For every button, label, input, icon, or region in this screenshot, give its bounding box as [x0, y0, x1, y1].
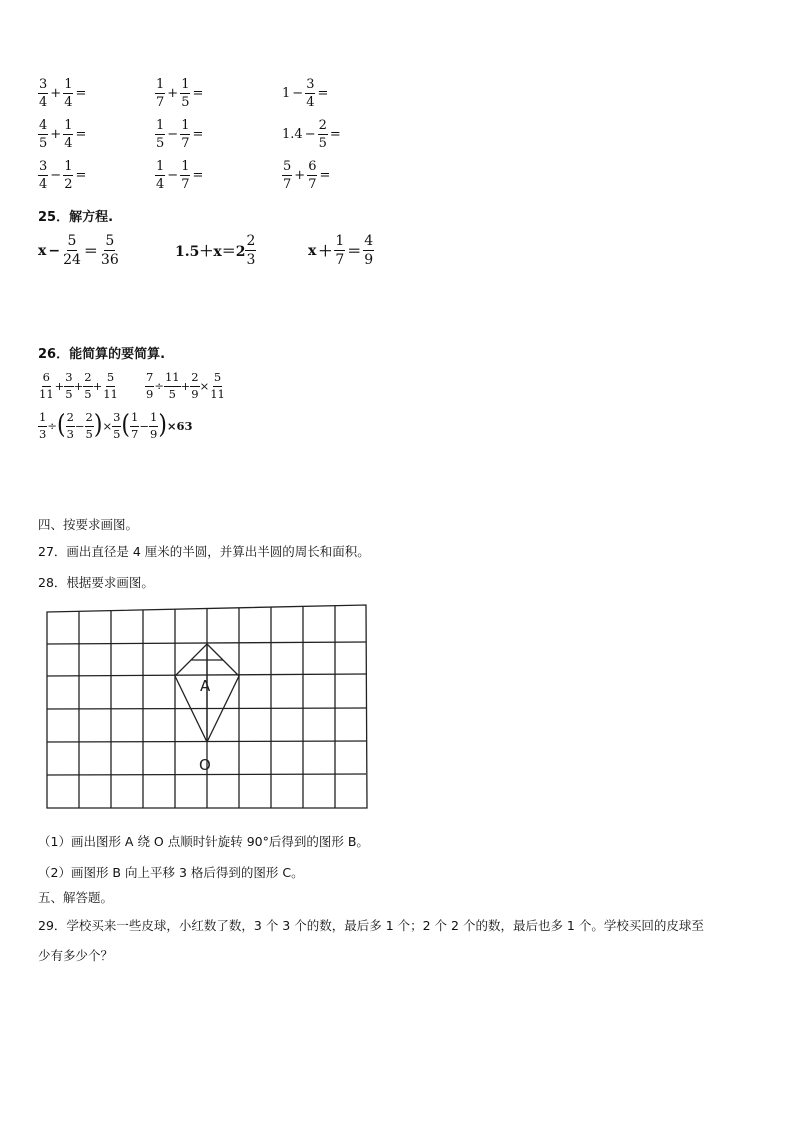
fraction: $\frac{1}{7}$ [181, 159, 190, 192]
operator: = [75, 168, 87, 183]
operator: − [304, 127, 316, 142]
operator: − [50, 168, 62, 183]
equation-2: 1.5＋x＝2 $\frac{2}{3}$ [175, 233, 256, 268]
fraction: $\frac{1}{4}$ [64, 77, 73, 110]
operator: = [75, 86, 87, 101]
calc-item [155, 119, 205, 150]
section-5-heading: 五、解答题。 [38, 890, 114, 905]
q28-sub1: （1）画出图形 A 绕 O 点顺时针旋转 90°后得到的图形 B。 [38, 834, 369, 849]
fraction: $\frac{1}{4}$ [156, 159, 165, 192]
operator: = [75, 127, 87, 142]
simplify-expr-1: $\frac{6}{11}$ + $\frac{3}{5}$ + $\frac{2}{5}$ + $\frac{5}{11}$ [39, 370, 118, 401]
label-a: A [200, 677, 211, 695]
operator: + [294, 168, 306, 183]
calc-item [282, 78, 330, 109]
simplify-expr-3: $\frac{1}{3}$ ÷ ( $\frac{2}{3}$ − $\frac{2}{5}$ ) × $\frac{3}{5}$ ( $\frac{1}{7}$ − $\frac{1}{9}$ ) ×63 [39, 410, 193, 441]
label-o: O [199, 756, 211, 774]
calc-item [38, 119, 88, 150]
operator: = [319, 168, 331, 183]
section-4-heading: 四、按要求画图。 [38, 517, 139, 532]
operator: − [167, 127, 179, 142]
q29-line2: 少有多少个？ [38, 948, 114, 963]
calc-item [38, 160, 88, 191]
fraction: $\frac{1}{5}$ [181, 77, 190, 110]
q26-title: 26．能简算的要简算. [38, 347, 166, 362]
q25-title: 25．解方程. [38, 210, 114, 225]
q28-title: 28．根据要求画图。 [38, 575, 154, 590]
fraction: $\frac{1}{7}$ [156, 77, 165, 110]
fraction: $\frac{3}{4}$ [39, 159, 48, 192]
operator: = [192, 127, 204, 142]
operator: + [50, 127, 62, 142]
operator: − [167, 168, 179, 183]
calc-item [155, 78, 205, 109]
fraction: $\frac{1}{2}$ [64, 159, 73, 192]
fraction: $\frac{1}{7}$ [181, 118, 190, 151]
calc-item [282, 119, 343, 150]
q29-line1: 29．学校买来一些皮球，小红数了数，3 个 3 个的数，最后多 1 个；2 个 2 个的数，最后也多 1 个。学校买回的皮球至 [38, 918, 704, 933]
grid-figure [44, 602, 370, 810]
equation-3: x ＋ $\frac{1}{7}$ ＝ $\frac{4}{9}$ [308, 233, 374, 268]
q27-text: 27．画出直径是 4 厘米的半圆，并算出半圆的周长和面积。 [38, 544, 370, 559]
fraction: $\frac{5}{7}$ [283, 159, 292, 192]
operator: = [192, 86, 204, 101]
operator: + [50, 86, 62, 101]
fraction: $\frac{1}{4}$ [64, 118, 73, 151]
simplify-expr-2: $\frac{7}{9}$ ÷ $\frac{11}{5}$ + $\frac{2}{9}$ × $\frac{5}{11}$ [146, 370, 225, 401]
fraction: $\frac{2}{5}$ [318, 118, 327, 151]
number: 1.4 [282, 127, 303, 142]
operator: + [167, 86, 179, 101]
calc-item [155, 160, 205, 191]
fraction: $\frac{3}{4}$ [39, 77, 48, 110]
fraction: $\frac{3}{4}$ [306, 77, 315, 110]
calc-item [38, 78, 88, 109]
operator: − [292, 86, 304, 101]
operator: = [192, 168, 204, 183]
fraction: $\frac{6}{7}$ [308, 159, 317, 192]
calc-item [282, 160, 332, 191]
number: 1 [282, 86, 291, 101]
equation-1: x − $\frac{5}{24}$ ＝ $\frac{5}{36}$ [38, 233, 119, 268]
q28-sub2: （2）画图形 B 向上平移 3 格后得到的图形 C。 [38, 865, 304, 880]
operator: = [317, 86, 329, 101]
fraction: $\frac{1}{5}$ [156, 118, 165, 151]
fraction: $\frac{4}{5}$ [39, 118, 48, 151]
operator: = [329, 127, 341, 142]
